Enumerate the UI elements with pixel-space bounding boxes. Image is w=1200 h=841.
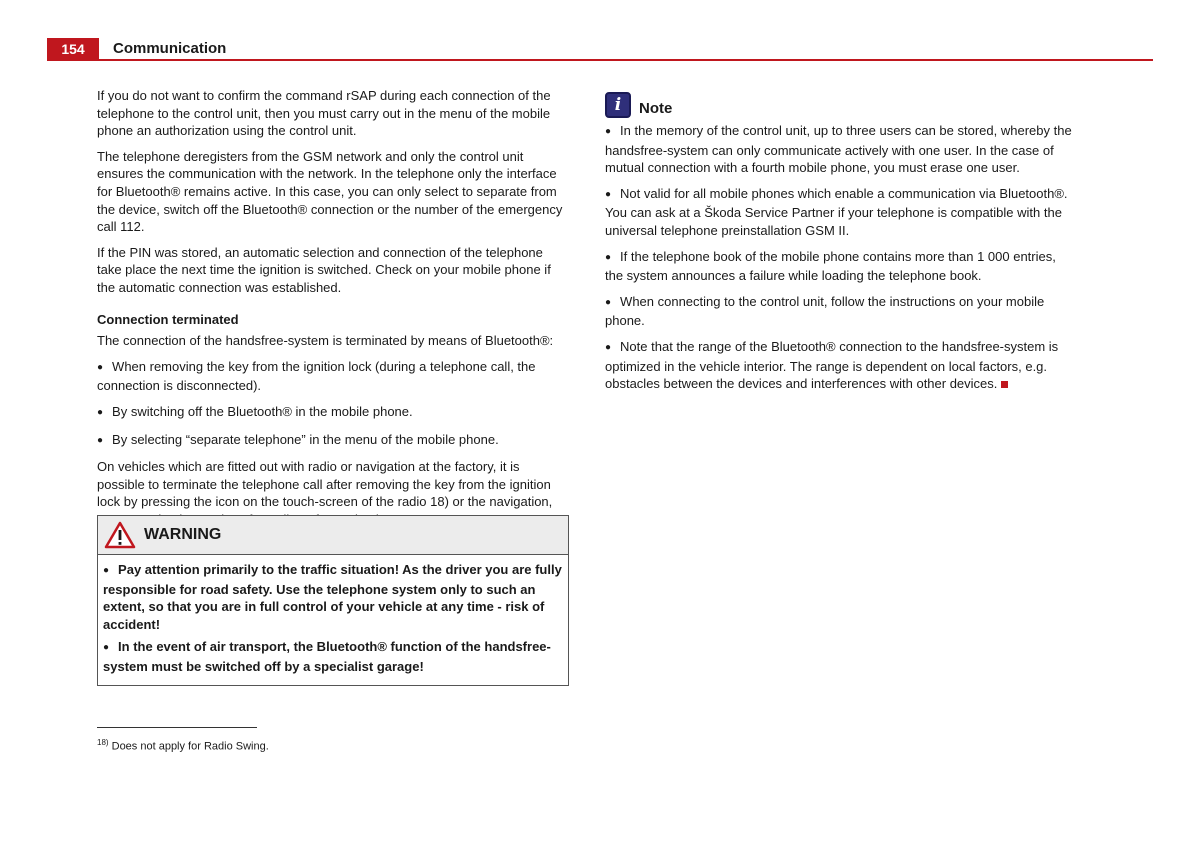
note-title: Note (639, 100, 673, 118)
list-item: ● Not valid for all mobile phones which enable a communication via Bluetooth®. You can ask at a Škoda Service Partner if your telephone is compatible with the universal telephone preinstallation GSM II. (605, 185, 1077, 240)
warning-title: WARNING (144, 526, 222, 543)
list-item: ● Pay attention primarily to the traffic situation! As the driver you are fully responsible for road safety. Use the telephone system only to such an extent, so that you are in full control of your vehicle at any time - risk of accident! (103, 561, 563, 633)
footnote-rule (97, 727, 257, 728)
paragraph-terminated: The connection of the handsfree-system is terminated by means of Bluetooth®: (97, 333, 554, 349)
paragraph-rsap: If you do not want to confirm the command rSAP during each connection of the telephone to the control unit, then you must carry out in the menu of the mobile phone an authorization using the control unit. (97, 88, 551, 139)
list-item: ● By switching off the Bluetooth® in the mobile phone. (97, 403, 569, 423)
end-of-section-mark (1001, 381, 1008, 388)
note-header (605, 92, 1077, 118)
list-item: ● If the telephone book of the mobile phone contains more than 1 000 entries, the system announces a failure while loading the telephone book. (605, 248, 1077, 285)
footnote-text: Does not apply for Radio Swing. (111, 740, 269, 753)
paragraph-vehicles: On vehicles which are fitted out with radio or navigation at the factory, it is possible to terminate the telephone call after removing the key from the ignition lock by pressing the icon on the touch-screen of the radio 18) or the navigation, (97, 459, 553, 510)
subheading-connection-terminated: Connection terminated (97, 311, 239, 327)
list-item: ● In the memory of the control unit, up to three users can be stored, whereby the handsfree-system can only communicate actively with one user. In the case of mutual connection with a fourth mobile phone, you must erase one user. (605, 122, 1077, 177)
warning-box (97, 515, 569, 686)
paragraph-gsm: The telephone deregisters from the GSM network and only the control unit ensures the communication with the network. In the telephone only the interface for Bluetooth® remains active. In this case, you can only select to separate from the device, switch off the Bluetooth® connection or the number of the emergency call 112. (97, 148, 563, 235)
list-item: ● Note that the range of the Bluetooth® connection to the handsfree-system is optimized in the vehicle interior. The range is dependent on local factors, e.g. obstacles between the devices and interferences with other devices. (605, 339, 1058, 391)
right-column (605, 92, 1077, 401)
page-number: 154 (47, 38, 99, 60)
info-icon: i (605, 92, 631, 118)
footnote (97, 738, 269, 753)
left-column (97, 87, 569, 536)
warning-body (98, 555, 568, 685)
list-item: ● When connecting to the control unit, follow the instructions on your mobile phone. (605, 293, 1077, 330)
footnote-mark: 18) (97, 738, 109, 747)
header-rule (47, 59, 1153, 61)
warning-triangle-icon (104, 521, 136, 549)
list-item-with-end-mark (605, 338, 1077, 393)
warning-header (98, 516, 568, 555)
page-title: Communication (113, 40, 227, 57)
list-item: ● In the event of air transport, the Bluetooth® function of the handsfree-system must be switched off by a specialist garage! (103, 638, 563, 675)
paragraph-pin: If the PIN was stored, an automatic selection and connection of the telephone take place the next time the ignition is switched. Check on your mobile phone if the automatic connection was established. (97, 244, 551, 295)
list-item: ● By selecting “separate telephone” in the menu of the mobile phone. (97, 431, 569, 451)
list-item: ● When removing the key from the ignition lock (during a telephone call, the connection is disconnected). (97, 358, 569, 395)
